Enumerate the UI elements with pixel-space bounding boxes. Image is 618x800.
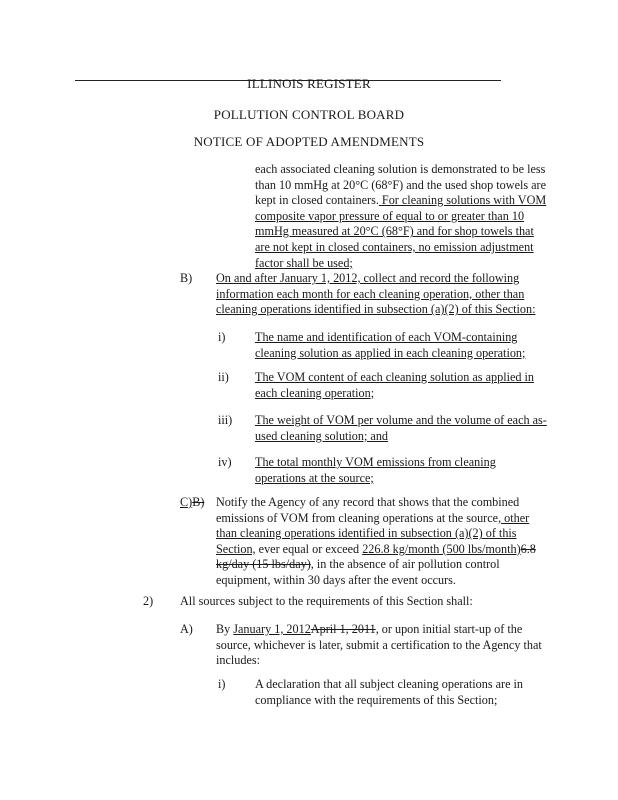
item-C-t4: 226.8 kg/month (500 lbs/month) xyxy=(362,541,521,556)
item-B-iii-text xyxy=(255,413,547,444)
continuation-paragraph xyxy=(255,162,547,271)
item-C-t3: ever equal or exceed xyxy=(255,541,363,556)
item-B-ii-label: ii) xyxy=(218,370,229,384)
item-C-label xyxy=(180,495,204,511)
item-B-i-text xyxy=(255,330,537,361)
item-B-iv-body-b: from cleaning operations at the source; xyxy=(255,455,496,485)
section-2-text: All sources subject to the requirements of this Section shall: xyxy=(180,594,473,608)
item-B-ii-text xyxy=(255,370,537,401)
item-A-label: A) xyxy=(180,622,193,636)
section-2-label: 2) xyxy=(143,594,154,608)
item-A-t1: By xyxy=(216,622,234,636)
item-C-label-new: C) xyxy=(180,495,193,509)
item-B-ii-body-b: in each cleaning operation; xyxy=(255,370,535,400)
item-C-t5: 6.8 kg/day (15 lbs/day) xyxy=(216,541,536,572)
item-A-t2: January 1, 2012 xyxy=(233,622,311,636)
continuation-text: each associated cleaning solution is demonstrated to be less than 10 mmHg at 20°C (68°F) and the used shop towels are kept in closed containers. xyxy=(255,162,547,208)
item-B-iii-body: The weight of VOM per volume and the volume of each as-used cleaning solution; and xyxy=(255,413,547,443)
item-B-iii-label: iii) xyxy=(218,413,233,427)
item-B-text xyxy=(216,271,536,318)
item-B-iv-label: iv) xyxy=(218,455,232,469)
item-A-t4: , or upon initial start-up of the source, whichever is later, submit a certification to the Agency that includes: xyxy=(216,622,542,668)
item-C-text xyxy=(216,495,542,589)
item-B-ii-body-a: The VOM content of each cleaning solution as applied xyxy=(255,370,522,384)
item-C-t2: , other than cleaning operations identified in subsection (a)(2) of this Section, xyxy=(216,510,530,556)
item-B-i-body: The name and identification of each VOM-containing cleaning solution as applied in each cleaning operation; xyxy=(255,330,526,360)
item-A-i-label: i) xyxy=(218,677,226,691)
item-A-text xyxy=(216,622,546,669)
item-B-iv-text xyxy=(255,455,537,486)
item-C-t6: , in the absence of air pollution control equipment, within 30 days after the event occurs. xyxy=(216,557,500,587)
item-C-t1: Notify the Agency of any record that shows that the combined emissions of VOM from cleaning operations at the source xyxy=(216,495,520,525)
notice-title: NOTICE OF ADOPTED AMENDMENTS xyxy=(193,134,425,149)
inserted-text: For cleaning solutions with VOM composite vapor pressure of equal to or greater than 10 mmHg measured at 20°C (68°F) and for shop towels that are not kept in closed containers, no emission adjustment factor shall be used; xyxy=(255,193,547,270)
item-C-label-old: B) xyxy=(192,495,205,509)
item-B-i-label: i) xyxy=(218,330,226,344)
item-B-label: B) xyxy=(180,271,193,285)
item-B-body: On and after January 1, 2012, collect and record the following information each month for each cleaning operation, other than cleaning operations identified in subsection (a)(2) of this Section: xyxy=(216,271,536,317)
board-title: POLLUTION CONTROL BOARD xyxy=(213,107,405,122)
item-B-iv-body-a: The total monthly VOM emissions xyxy=(255,455,428,469)
item-A-i-text: A declaration that all subject cleaning operations are in compliance with the requirements of this Section; xyxy=(255,677,524,707)
item-A-t3: April 1, 2011 xyxy=(310,622,376,636)
register-title: ILLINOIS REGISTER xyxy=(247,76,371,91)
